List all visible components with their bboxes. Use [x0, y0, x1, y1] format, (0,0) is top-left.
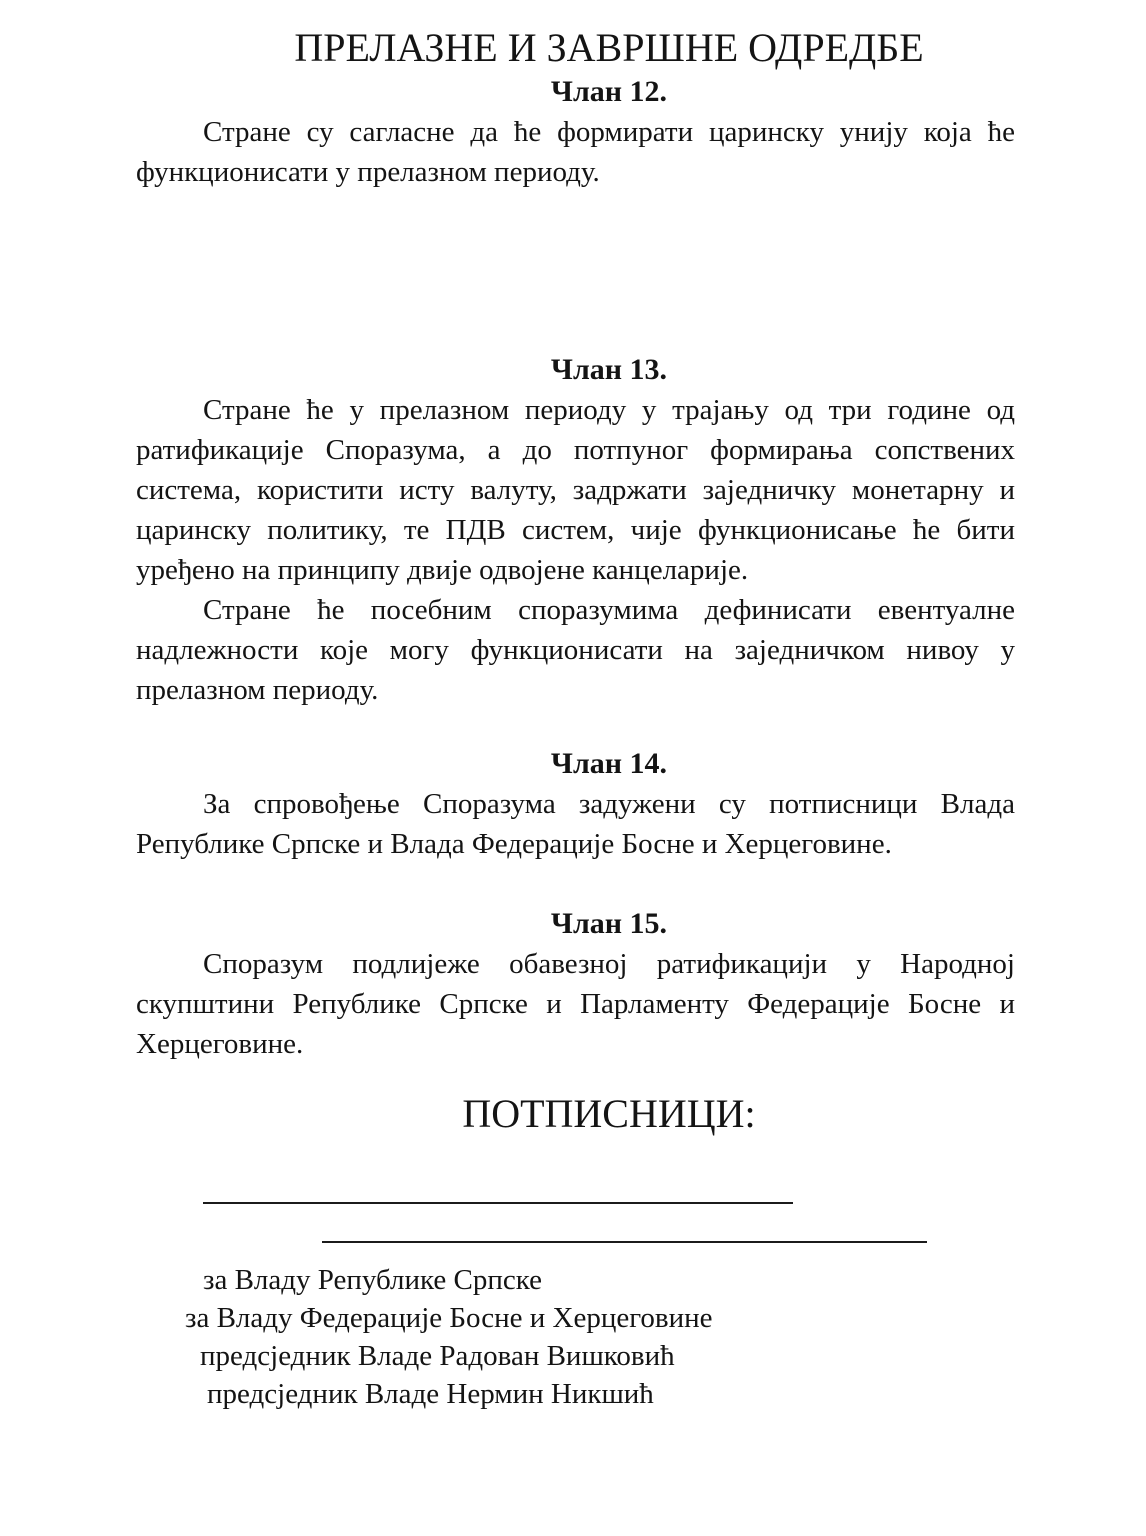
- document-title: ПРЕЛАЗНЕ И ЗАВРШНЕ ОДРЕДБЕ: [294, 25, 924, 70]
- signature-line-2: [322, 1241, 927, 1243]
- vertical-gap: [136, 1064, 1015, 1090]
- signatory-line-fbih-government: за Владу Федерације Босне и Херцеговине: [185, 1302, 713, 1334]
- article-15-paragraph-1: Споразум подлијеже обавезној ратификацији у Народној скупштини Републике Српске и Парламенту Федерације Босне и Херцеговине.: [136, 948, 1015, 1060]
- signatory-line-pm-niksic: предсједник Владе Нермин Никшић: [207, 1378, 654, 1410]
- signatories-block: [136, 1261, 1015, 1413]
- article-12-heading: Члан 12.: [550, 75, 668, 108]
- article-13-heading: Члан 13.: [550, 353, 668, 386]
- article-14-paragraph-1: За спровођење Споразума задужени су потписници Влада Републике Српске и Влада Федерације Босне и Херцеговине.: [136, 788, 1015, 860]
- document-content: [136, 0, 1015, 1413]
- article-13-paragraph-2: Стране ће посебним споразумима дефинисати евентуалне надлежности које могу функционисати на заједничком нивоу у прелазном периоду.: [136, 594, 1015, 706]
- vertical-gap: [136, 710, 1015, 744]
- signatories-heading: ПОТПИСНИЦИ:: [462, 1091, 756, 1136]
- article-15-heading: Члан 15.: [550, 907, 668, 940]
- vertical-gap: [136, 864, 1015, 904]
- article-12-paragraph-1: Стране су сагласне да ће формирати царинску унију која ће функционисати у прелазном периоду.: [136, 116, 1015, 188]
- article-13-paragraph-1: Стране ће у прелазном периоду у трајању од три године од ратификације Споразума, а до потпуног формирања сопствених система, користити исту валуту, задржати заједничку монетарну и царинску политику, те ПДВ систем, чије функционисање ће бити уређено на принципу двије одвојене канцеларије.: [136, 394, 1015, 586]
- vertical-gap-large: [136, 192, 1015, 350]
- signatory-line-pm-viskovic: предсједник Владе Радован Вишковић: [200, 1340, 675, 1372]
- article-14-heading: Члан 14.: [550, 747, 668, 780]
- signatory-line-rs-government: за Владу Републике Српске: [203, 1264, 543, 1296]
- signature-line-1: [203, 1202, 793, 1204]
